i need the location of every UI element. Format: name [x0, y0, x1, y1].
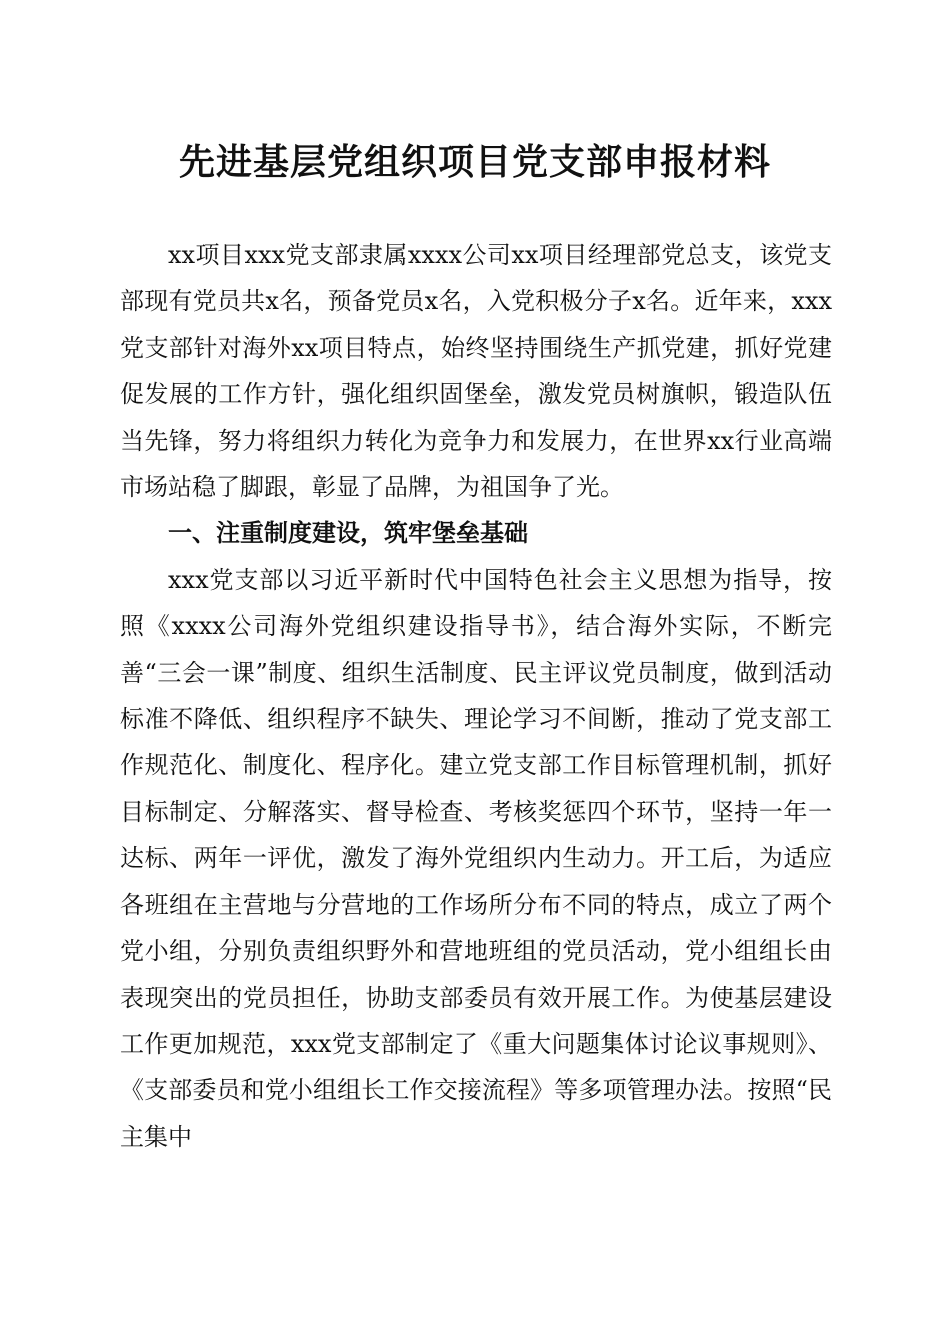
section-paragraph: xxx党支部以习近平新时代中国特色社会主义思想为指导，按照《xxxx公司海外党组织建设指导书》，结合海外实际，不断完善“三会一课”制度、组织生活制度、民主评议党员制度，做到活动标准不降低、组织程序不缺失、理论学习不间断，推动了党支部工作规范化、制度化、程序化。建立党支部工作目标管理机制，抓好目标制定、分解落实、督导检查、考核奖惩四个环节，坚持一年一达标、两年一评优，激发了海外党组织内生动力。开工后，为适应各班组在主营地与分营地的工作场所分布不同的特点，成立了两个党小组，分别负责组织野外和营地班组的党员活动，党小组组长由表现突出的党员担任，协助支部委员有效开展工作。为使基层建设工作更加规范，xxx党支部制定了《重大问题集体讨论议事规则》、《支部委员和党小组组长工作交接流程》等多项管理办法。按照“民主集中 — [120, 565, 832, 1151]
section-heading: 一、注重制度建设，筑牢堡垒基础 — [168, 519, 528, 548]
intro-paragraph: xx项目xxx党支部隶属xxxx公司xx项目经理部党总支，该党支部现有党员共x名，预备党员x名，入党积极分子x名。近年来，xxx党支部针对海外xx项目特点，始终坚持围绕生产抓党建，抓好党建促发展的工作方针，强化组织固堡垒，激发党员树旗帜，锻造队伍当先锋，努力将组织力转化为竞争力和发展力，在世界xx行业高端市场站稳了脚跟，彰显了品牌，为祖国争了光。 — [120, 241, 832, 502]
document-title: 先进基层党组织项目党支部申报材料 — [178, 141, 771, 183]
document-body — [120, 232, 832, 1160]
